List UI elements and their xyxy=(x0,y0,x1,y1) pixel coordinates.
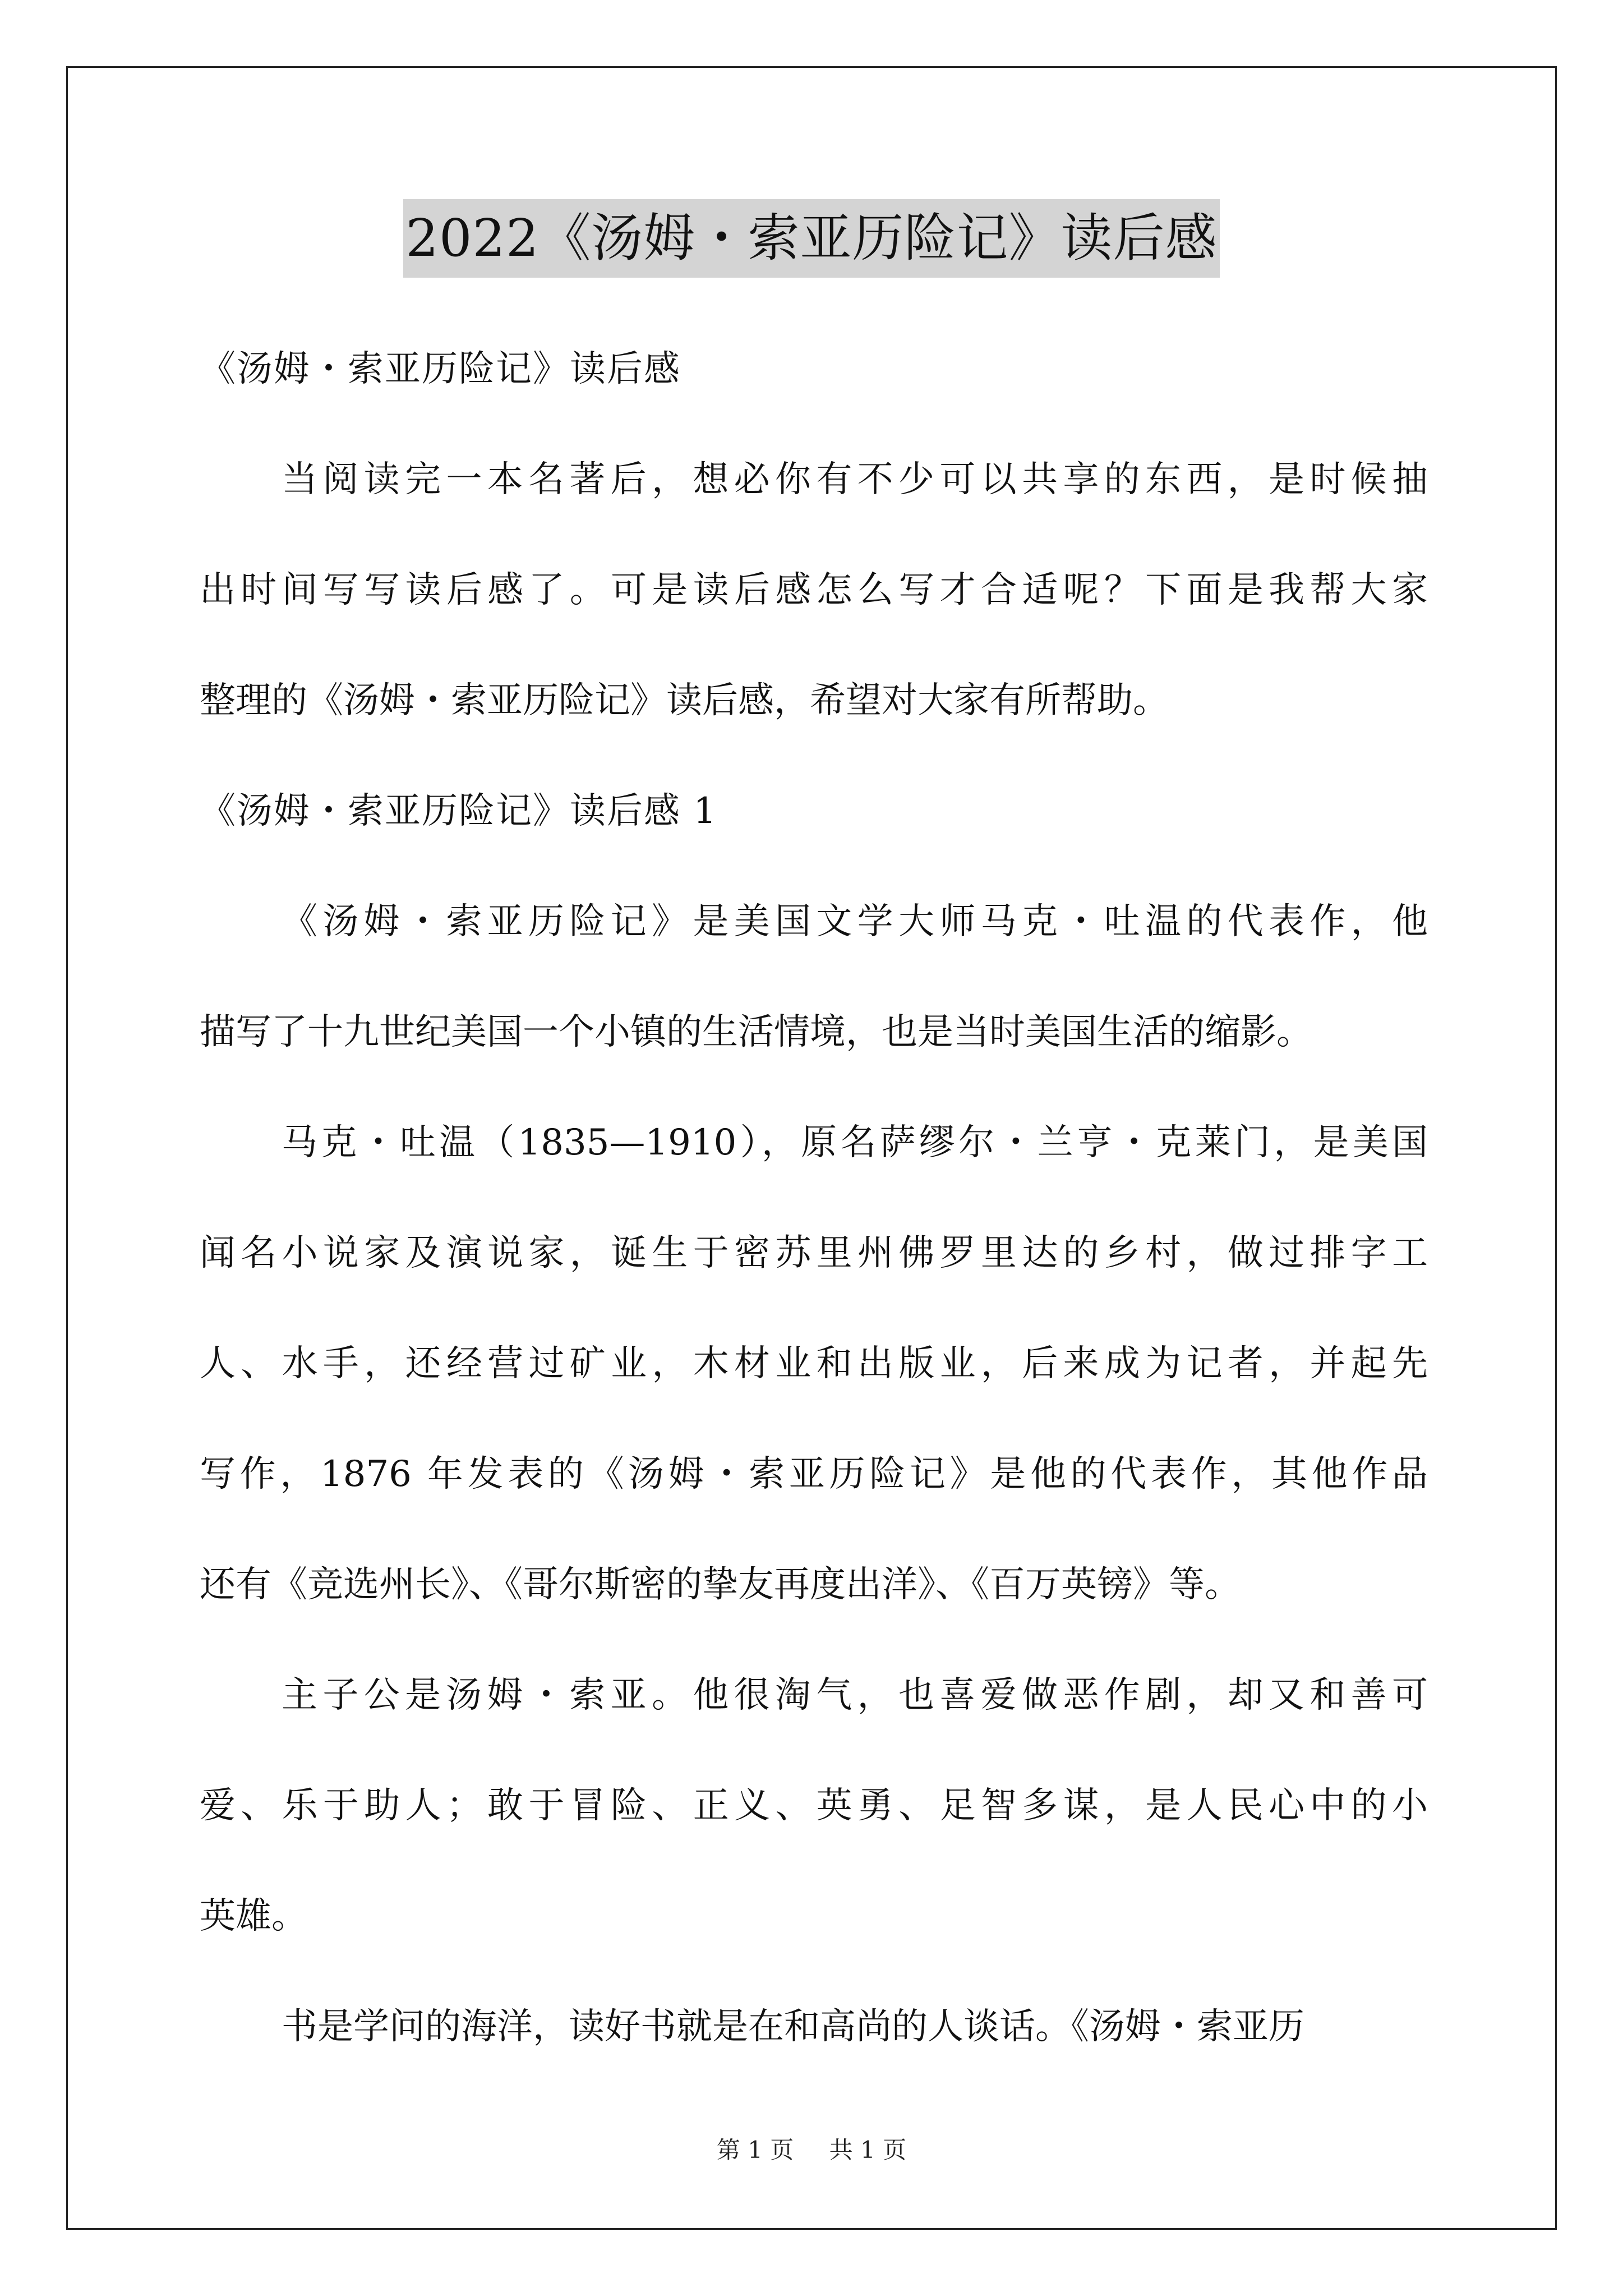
paragraph-line: 描写了十九世纪美国一个小镇的生活情境，也是当时美国生活的缩影。 xyxy=(200,1011,1312,1053)
paragraph-line: 马克・吐温（1835—1910），原名萨缪尔・兰亨・克莱门，是美国 xyxy=(282,1122,1428,1163)
paragraph-line: 当阅读完一本名著后，想必你有不少可以共享的东西，是时候抽 xyxy=(282,459,1428,500)
section-heading: 《汤姆・索亚历险记》读后感 1 xyxy=(200,790,718,832)
title-container xyxy=(0,199,1623,278)
document-title: 2022《汤姆・索亚历险记》读后感 xyxy=(403,199,1219,278)
paragraph-line: 主子公是汤姆・索亚。他很淘气，也喜爱做恶作剧，却又和善可 xyxy=(282,1674,1428,1716)
paragraph-line: 出时间写写读后感了。可是读后感怎么写才合适呢？下面是我帮大家 xyxy=(200,569,1428,611)
page-number: 第 1 页 xyxy=(716,2136,794,2164)
paragraph-line: 人、水手，还经营过矿业，木材业和出版业，后来成为记者，并起先 xyxy=(200,1343,1428,1384)
paragraph-line: 整理的《汤姆・索亚历险记》读后感，希望对大家有所帮助。 xyxy=(200,680,1169,721)
page-count: 共 1 页 xyxy=(829,2136,907,2164)
paragraph-line: 还有《竞选州长》、《哥尔斯密的挚友再度出洋》、《百万英镑》等。 xyxy=(200,1564,1241,1605)
page-footer xyxy=(0,2133,1623,2167)
paragraph-line: 写作，1876 年发表的《汤姆・索亚历险记》是他的代表作，其他作品 xyxy=(200,1453,1428,1495)
paragraph-line: 闻名小说家及演说家，诞生于密苏里州佛罗里达的乡村，做过排字工 xyxy=(200,1232,1428,1274)
section-heading: 《汤姆・索亚历险记》读后感 xyxy=(200,348,681,390)
paragraph-line: 爱、乐于助人；敢于冒险、正义、英勇、足智多谋，是人民心中的小 xyxy=(200,1785,1428,1826)
paragraph-line: 英雄。 xyxy=(200,1895,307,1937)
paragraph-line: 书是学问的海洋，读好书就是在和高尚的人谈话。《汤姆・索亚历 xyxy=(282,2006,1304,2047)
document-body xyxy=(200,314,1428,2082)
paragraph-line: 《汤姆・索亚历险记》是美国文学大师马克・吐温的代表作，他 xyxy=(282,901,1428,942)
